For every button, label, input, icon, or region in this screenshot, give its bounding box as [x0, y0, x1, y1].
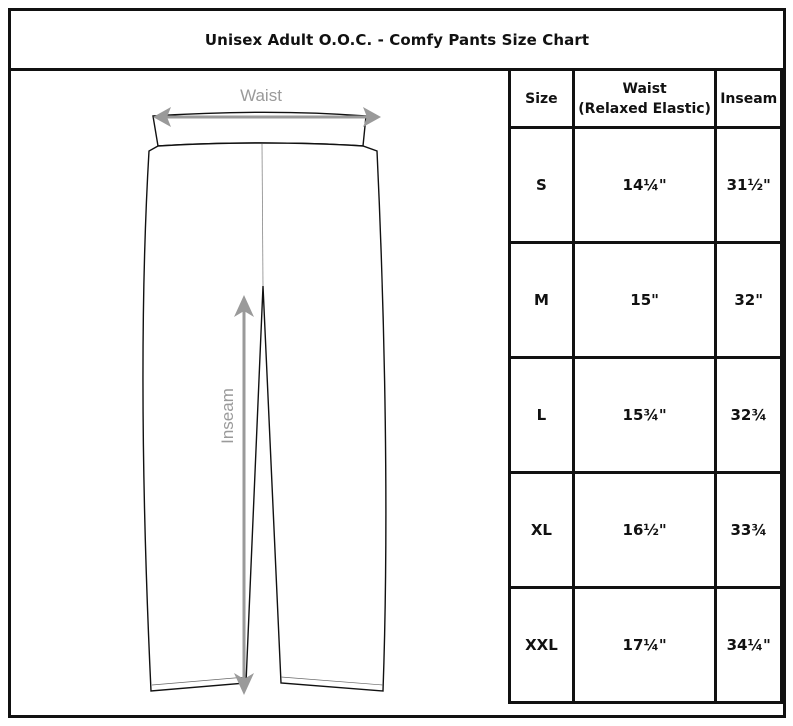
- cell-waist: 15": [573, 243, 716, 358]
- table-row: [510, 358, 782, 473]
- cell-inseam: 32": [716, 243, 782, 358]
- header-size: Size: [510, 70, 574, 128]
- cell-waist: 16½": [573, 473, 716, 588]
- size-chart-frame: [8, 8, 786, 718]
- cell-size: XL: [510, 473, 574, 588]
- table-row: [510, 128, 782, 243]
- cell-inseam: 33¾: [716, 473, 782, 588]
- waist-label: Waist: [240, 86, 282, 105]
- cell-waist: 17¼": [573, 588, 716, 703]
- cell-inseam: 34¼": [716, 588, 782, 703]
- inseam-label: Inseam: [218, 388, 237, 444]
- cell-size: XXL: [510, 588, 574, 703]
- cell-size: M: [510, 243, 574, 358]
- cell-inseam: 31½": [716, 128, 782, 243]
- cell-size: S: [510, 128, 574, 243]
- pants-diagram: [11, 71, 511, 715]
- table-header-row: [510, 70, 782, 128]
- table-row: [510, 588, 782, 703]
- pants-illustration: [11, 71, 511, 715]
- header-inseam: Inseam: [716, 70, 782, 128]
- header-waist-line1: Waist: [622, 80, 667, 97]
- size-table: [508, 68, 783, 704]
- cell-waist: 15¾": [573, 358, 716, 473]
- cell-inseam: 32¾: [716, 358, 782, 473]
- chart-title: Unisex Adult O.O.C. - Comfy Pants Size Chart: [11, 11, 783, 71]
- pants-outline: [143, 143, 386, 691]
- table-row: [510, 243, 782, 358]
- table-row: [510, 473, 782, 588]
- cell-size: L: [510, 358, 574, 473]
- header-waist-line2: (Relaxed Elastic): [578, 100, 711, 117]
- header-waist: [573, 70, 716, 128]
- cell-waist: 14¼": [573, 128, 716, 243]
